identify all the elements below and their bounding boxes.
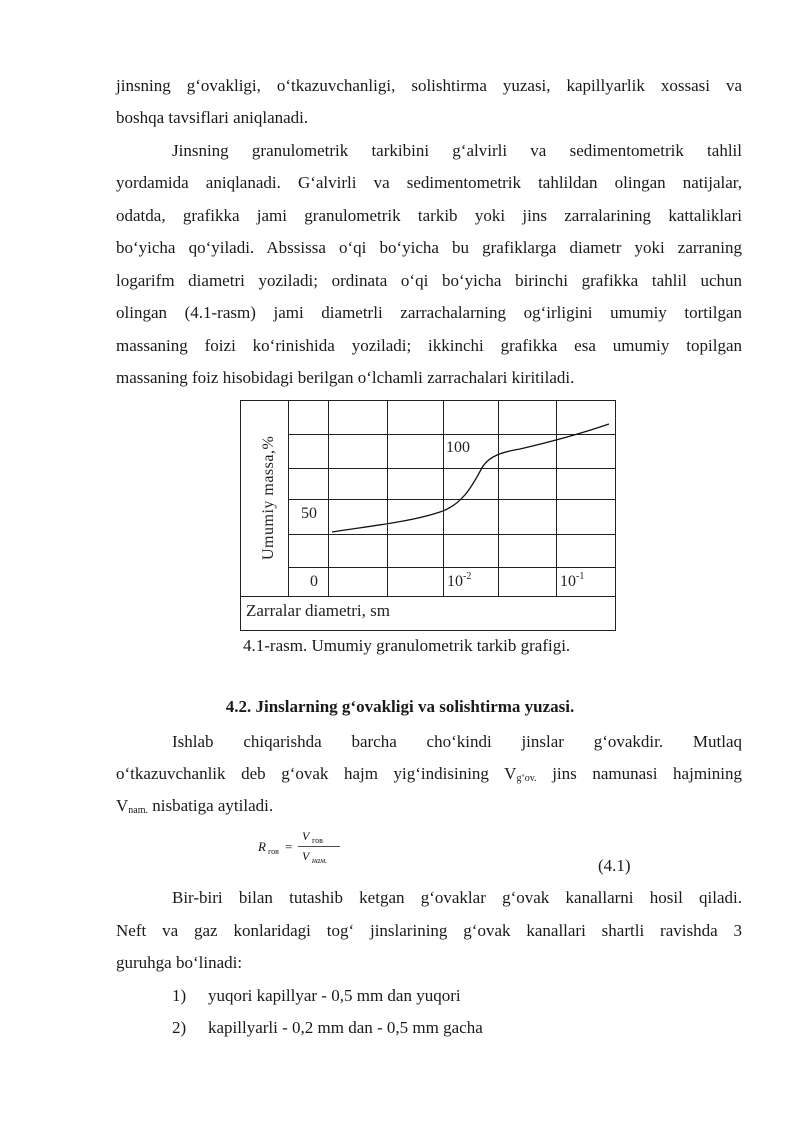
x-tick-label: $10^{-1}$ (560, 571, 585, 590)
paragraph-line: $V_{nam.}$ nisbatiga aytiladi. (116, 796, 274, 816)
granulometric-chart (240, 400, 620, 632)
svg-text:V: V (302, 829, 310, 843)
paragraph-line: guruhga bo‘linadi: (116, 953, 243, 972)
svg-text:гов: гов (268, 847, 279, 856)
paragraph-line: yordamida aniqlanadi. G‘alvirli va sedimentometrik tahlildan olingan natijalar, (116, 173, 742, 192)
paragraph-line: massaning foizi ko‘rinishida yoziladi; ikkinchi grafikka esa umumiy topilgan (116, 336, 742, 355)
list-item: yuqori kapillyar - 0,5 mm dan yuqori (208, 986, 461, 1005)
svg-text:гов: гов (312, 836, 323, 845)
list-item-number: 1) (172, 986, 187, 1005)
x-tick-label: 0 (310, 573, 318, 590)
paragraph-line: massaning foiz hisobidagi berilgan o‘lchamli zarrachalari kiritiladi. (116, 368, 575, 387)
paragraph-line: odatda, grafikka jami granulometrik tarkib yoki jins zarralarining kattaliklari (116, 206, 742, 225)
svg-text:нам.: нам. (312, 856, 328, 865)
x-tick-label: $10^{-2}$ (447, 571, 472, 590)
paragraph-line: bo‘yicha qo‘yiladi. Abssissa o‘qi bo‘yicha bu grafiklarga diametr yoki zarraning (116, 238, 742, 257)
list-item-number: 2) (172, 1018, 187, 1037)
porosity-formula (256, 826, 366, 866)
paragraph-line: boshqa tavsiflari aniqlanadi. (116, 108, 309, 127)
paragraph-line: jinsning g‘ovakligi, o‘tkazuvchanligi, solishtirma yuzasi, kapillyarlik xossasi va (116, 76, 742, 95)
paragraph-line: Jinsning granulometrik tarkibini g‘alvirli va sedimentometrik tahlil (172, 141, 742, 160)
y-axis-label: Umumiy massa,% (260, 435, 277, 560)
svg-text:=: = (285, 839, 293, 854)
x-axis-label: Zarralar diametri, sm (246, 601, 390, 620)
svg-text:V: V (302, 849, 310, 863)
paragraph-line: Ishlab chiqarishda barcha cho‘kindi jinslar g‘ovakdir. Mutlaq (172, 732, 742, 751)
paragraph-line: Neft va gaz konlaridagi tog‘ jinslarining g‘ovak kanallari shartli ravishda 3 (116, 921, 742, 940)
section-heading: 4.2. Jinslarning g‘ovakligi va solishtirma yuzasi. (225, 697, 575, 716)
chart-grid (240, 400, 616, 597)
y-tick-label: 50 (301, 505, 317, 522)
paragraph-line: o‘tkazuvchanlik deb g‘ovak hajm yig‘indisining $V_{g‘ov.}$ jins namunasi hajmining (116, 764, 742, 784)
cumulative-curve (332, 424, 609, 532)
y-tick-label: 100 (446, 439, 470, 456)
paragraph-line: Bir-biri bilan tutashib ketgan g‘ovaklar g‘ovak kanallarni hosil qiladi. (172, 888, 742, 907)
list-item: kapillyarli - 0,2 mm dan - 0,5 mm gacha (208, 1018, 483, 1037)
paragraph-line: logarifm diametri yoziladi; ordinata o‘qi bo‘yicha birinchi grafikka tahlil uchun (116, 271, 742, 290)
figure-caption: 4.1-rasm. Umumiy granulometrik tarkib grafigi. (243, 636, 571, 655)
svg-text:R: R (258, 839, 266, 854)
paragraph-line: olingan (4.1-rasm) jami diametrli zarrachalarning og‘irligini umumiy tortilgan (116, 303, 742, 322)
equation-number: (4.1) (598, 856, 631, 875)
